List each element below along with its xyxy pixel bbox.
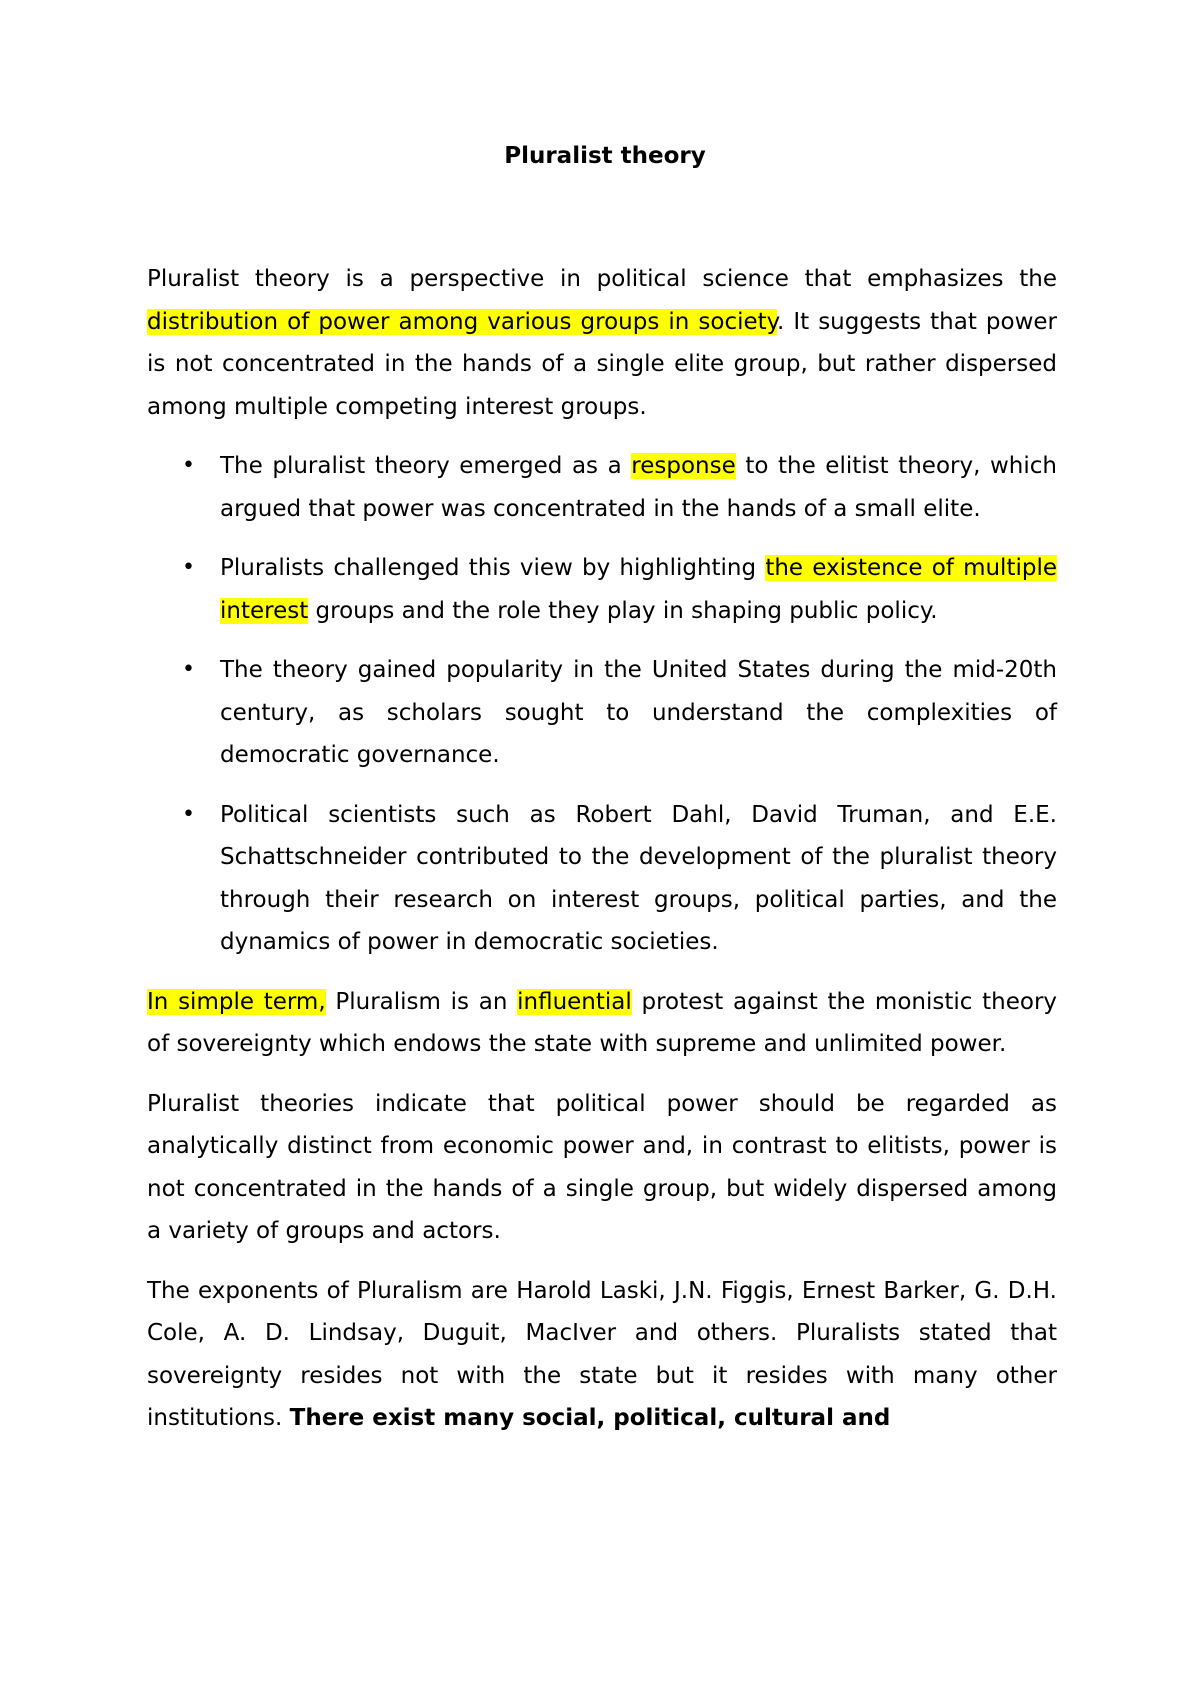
document-body [147,258,1057,1457]
bullet-icon: • [182,555,195,580]
list-item [182,794,1057,964]
exponents-text: The exponents of Pluralism are Harold Laski, J.N. Figgis, Ernest Barker, G. D.H. Cole, A. D. Lindsay, Duguit, MacIver and others. Pluralists stated that sovereignty resides not with the state but it resides with many other institutions. [147,1277,1057,1431]
simple-term-end: protest against the monistic theory of sovereignty which endows the state with supreme and unlimited power. [147,988,1058,1057]
bullet-text-start: The pluralist theory emerged as a [220,453,632,479]
bullet-text-end: to the elitist theory, which argued that power was concentrated in the hands of a small elite. [220,453,1057,522]
bullet-text-end: groups and the role they play in shaping public policy. [308,597,938,624]
bullet-highlight: response [631,453,736,479]
list-item [182,445,1057,530]
bullet-text: Political scientists such as Robert Dahl, David Truman, and E.E. Schattschneider contributed to the development of the pluralist theory through their research on interest groups, political parties, and the dynamics of power in democratic societies. [220,801,1057,955]
bullet-text: The theory gained popularity in the United States during the mid-20th century, as scholars sought to understand the complexities of democratic governance. [220,657,1057,768]
intro-text-end: . It suggests that power is not concentrated in the hands of a single elite group, but rather dispersed among multiple competing interest groups. [147,308,1058,420]
list-item [182,649,1057,777]
list-item [182,547,1057,632]
bullet-icon: • [182,801,195,827]
bullet-icon: • [182,657,195,682]
document-title: Pluralist theory [504,143,706,169]
simple-term-highlight: In simple term, [147,988,326,1015]
simple-term-paragraph [147,981,1057,1066]
intro-paragraph [147,258,1057,428]
simple-term-middle: Pluralism is an [325,988,518,1015]
bullet-list [147,445,1057,964]
exponents-paragraph [147,1270,1057,1440]
intro-highlight: distribution of power among various groups in society [147,308,777,335]
bullet-icon: • [182,453,195,478]
intro-text-start: Pluralist theory is a perspective in political science that emphasizes the [147,266,1057,292]
bullet-text-start: Pluralists challenged this view by highlighting [220,555,766,581]
bullet-highlight: the existence of multiple interest [220,555,1057,624]
influential-highlight: influential [517,988,632,1015]
theories-paragraph: Pluralist theories indicate that political power should be regarded as analytically distinct from economic power and, in contrast to elitists, power is not concentrated in the hands of a single group, but widely dispersed among a variety of groups and actors. [147,1090,1057,1244]
exponents-bold-text: There exist many social, political, cultural and [289,1405,891,1431]
